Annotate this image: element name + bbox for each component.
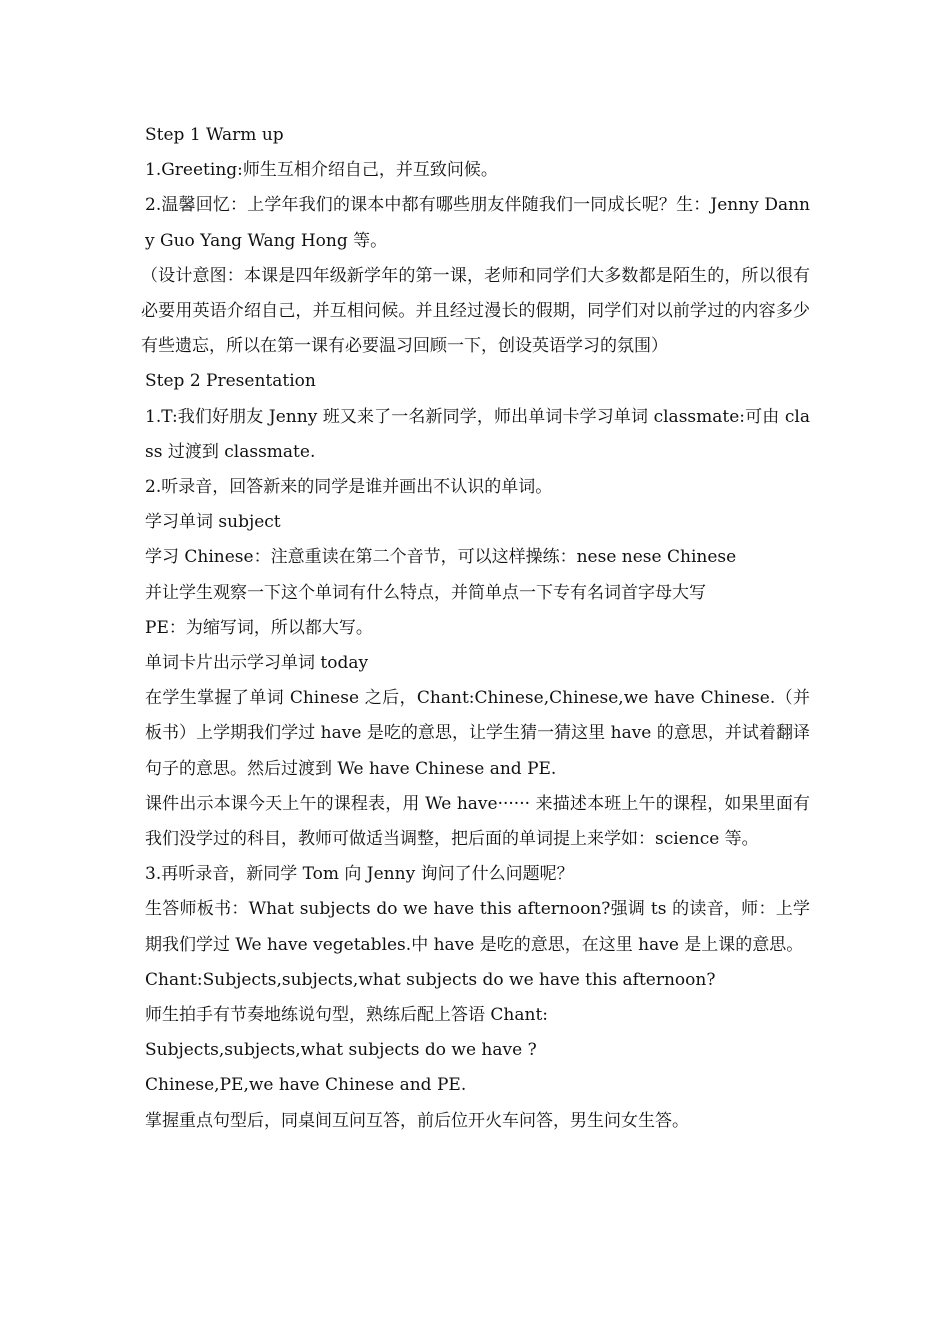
step2-heading: Step 2 Presentation bbox=[145, 371, 316, 392]
chant-question-line: Subjects,subjects,what subjects do we have ? bbox=[145, 1040, 537, 1061]
design-intent-paragraph: （设计意图：本课是四年级新学年的第一课，老师和同学们大多数都是陌生的，所以很有必要用英语介绍自己，并互相问候。并且经过漫长的假期，同学们对以前学过的内容多少有些遗忘，所以在第一课有必要温习回顾一下，创设英语学习的氛围） bbox=[141, 265, 810, 357]
chant-answer-line: Chinese,PE,we have Chinese and PE. bbox=[145, 1075, 467, 1096]
document-page bbox=[141, 118, 810, 1139]
chinese-word-line: 学习 Chinese：注意重读在第二个音节，可以这样操练：nese nese Chinese bbox=[145, 547, 737, 568]
subject-word-line: 学习单词 subject bbox=[145, 512, 281, 533]
review-paragraph: 2.温馨回忆：上学年我们的课本中都有哪些朋友伴随我们一同成长呢？生：Jenny Danny Guo Yang Wang Hong 等。 bbox=[145, 195, 810, 251]
timetable-paragraph: 课件出示本课今天上午的课程表，用 We have······ 来描述本班上午的课程，如果里面有我们没学过的科目，教师可做适当调整，把后面的单词提上来学如：science 等。 bbox=[145, 793, 810, 850]
pe-word-line: PE：为缩写词，所以都大写。 bbox=[145, 617, 373, 638]
greeting-paragraph: 1.Greeting:师生互相介绍自己，并互致问候。 bbox=[145, 160, 498, 181]
proper-noun-line: 并让学生观察一下这个单词有什么特点，并简单点一下专有名词首字母大写 bbox=[145, 582, 706, 603]
relisten-paragraph: 3.再听录音，新同学 Tom 向 Jenny 询问了什么问题呢？ bbox=[145, 864, 574, 885]
clap-practice-line: 师生拍手有节奏地练说句型，熟练后配上答语 Chant: bbox=[145, 1005, 549, 1026]
chant-chinese-paragraph: 在学生掌握了单词 Chinese 之后，Chant:Chinese,Chinese,we have Chinese.（并板书）上学期我们学过 have 是吃的意思，让学生猜一猜这里 have 的意思，并试着翻译句子的意思。然后过渡到 We have Chinese and PE. bbox=[145, 688, 810, 779]
classmate-paragraph: 1.T:我们好朋友 Jenny 班又来了一名新同学，师出单词卡学习单词 classmate:可由 class 过渡到 classmate. bbox=[145, 406, 810, 462]
today-word-line: 单词卡片出示学习单词 today bbox=[145, 653, 369, 674]
listening-paragraph: 2.听录音，回答新来的同学是谁并画出不认识的单词。 bbox=[145, 477, 553, 498]
pair-practice-line: 掌握重点句型后，同桌间互问互答，前后位开火车问答，男生问女生答。 bbox=[145, 1110, 689, 1131]
question-paragraph: 生答师板书：What subjects do we have this afternoon?强调 ts 的读音，师：上学期我们学过 We have vegetables.中 have 是吃的意思，在这里 have 是上课的意思。 bbox=[145, 899, 810, 955]
step1-heading: Step 1 Warm up bbox=[145, 125, 284, 145]
chant-subjects-line: Chant:Subjects,subjects,what subjects do we have this afternoon? bbox=[145, 969, 716, 990]
